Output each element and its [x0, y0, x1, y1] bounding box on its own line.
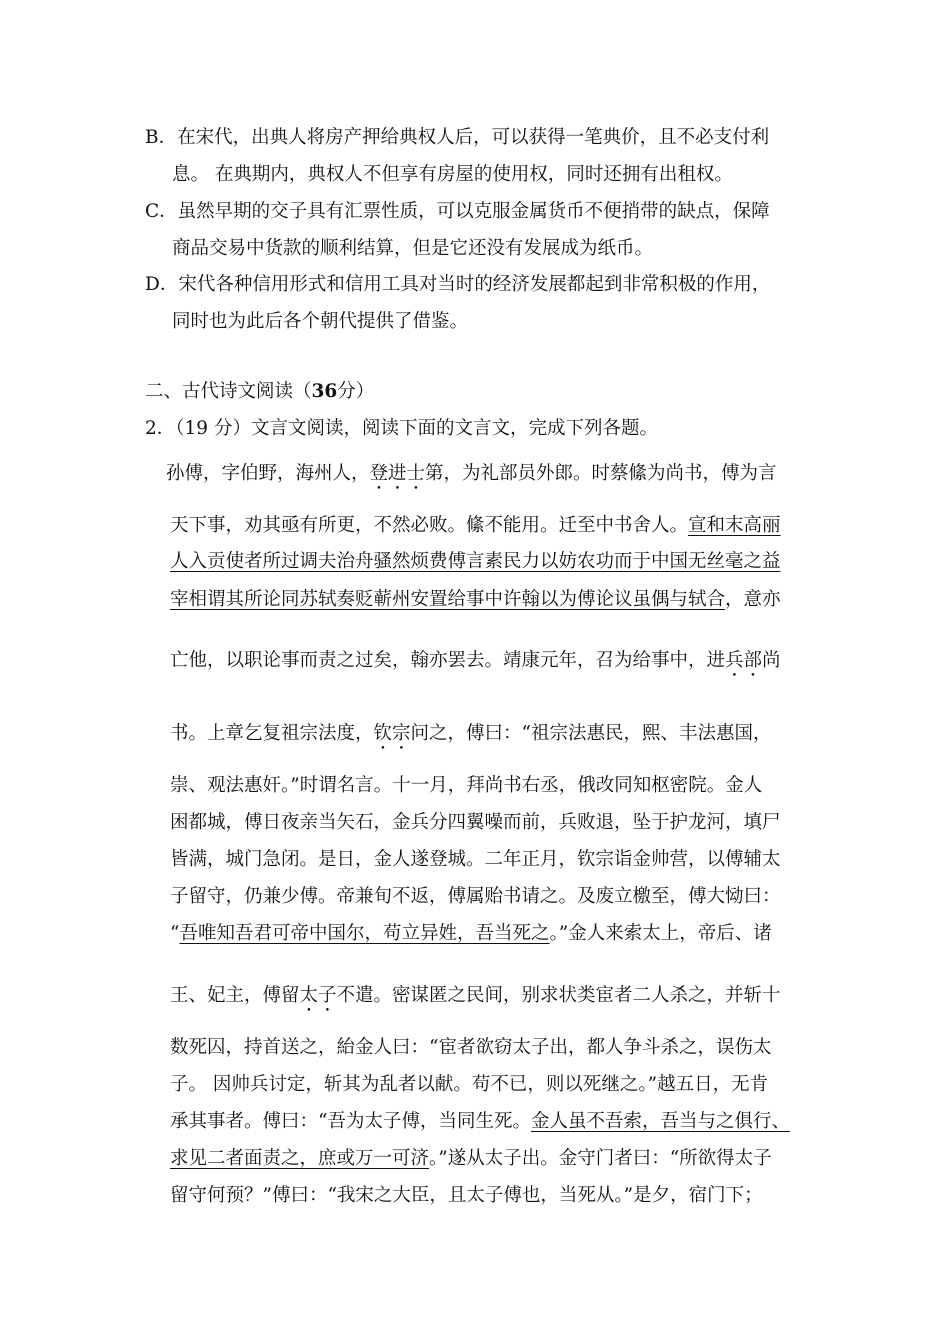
passage-text: 书。上章乞复祖宗法度， [170, 723, 374, 744]
option-b-line-1: B．在宋代，出典人将房产押给典权人后，可以获得一笔典价，且不必支付利 [145, 127, 770, 148]
passage-line [170, 922, 772, 946]
underlined-sentence: 宣和末高丽 [688, 515, 781, 536]
passage-line: 子。 因帅兵讨定，斩其为乱者以献。苟不已，则以死继之。”越五日，无肯 [170, 1074, 769, 1095]
passage-line: 数死囚，持首送之，紿金人曰：“宦者欲窃太子出，都人争斗杀之，误伤太 [170, 1037, 772, 1058]
passage-text: 不遣。密谋匿之民间，别求状类宦者二人杀之，并斩十 [336, 985, 781, 1006]
underlined-sentence: 金人虽不吾索，吾当与之俱行、 [530, 1111, 790, 1132]
section-title [145, 380, 374, 404]
dotted-term: 兵部 [725, 650, 763, 671]
passage-text: 。”金人来索太上，帝后、诸 [549, 923, 772, 944]
passage-line: 皆满，城门急闭。是日，金人遂登城。二年正月，钦宗诣金帅营，以傅辅太 [170, 849, 781, 870]
passage-text: 承其事者。傅曰：“吾为太子傅，当同生死。 [170, 1111, 531, 1132]
option-d-line-1: D．宋代各种信用形式和信用工具对当时的经济发展都起到非常积极的作用， [145, 274, 771, 295]
underlined-sentence: 吾唯知吾君可帝中国尔，苟立异姓，吾当死之 [179, 923, 550, 944]
passage-line [170, 1147, 772, 1171]
passage-line [170, 514, 781, 538]
section-title-unit: 分） [337, 381, 375, 402]
passage-text: 王、妃主，傅留 [170, 985, 300, 1006]
passage-line: 困都城，傅日夜亲当矢石，金兵分四翼噪而前，兵败退，坠于护龙河，填尸 [170, 812, 781, 833]
passage-text: 第，为礼部员外郎。时蔡絛为尚书，傅为言 [425, 463, 777, 484]
underlined-sentence: 求见二者面责之，庶或万一可济 [170, 1148, 430, 1169]
passage-text: 孙傅，字伯野，海州人， [166, 463, 370, 484]
passage-line [170, 550, 781, 574]
passage-line [170, 722, 772, 754]
passage-text: ，意亦 [725, 589, 781, 610]
option-d-line-2: 同时也为此后各个朝代提供了借鉴。 [172, 311, 469, 332]
section-score: 36 [311, 381, 338, 402]
section-title-text: 二、古代诗文阅读（ [145, 381, 312, 402]
option-c-line-2: 商品交易中货款的顺利结算，但是它还没有发展成为纸币。 [172, 238, 654, 259]
passage-text: 尚 [762, 650, 781, 671]
passage-text: 亡他，以职论事而责之过矣，翰亦罢去。靖康元年，召为给事中，进 [170, 650, 726, 671]
passage-text: 。”遂从太子出。金守门者曰：“所欲得太子 [429, 1148, 772, 1169]
dotted-term: 钦宗 [373, 723, 411, 744]
passage-line [170, 984, 781, 1016]
passage-line [166, 462, 777, 494]
option-b-line-2: 息。 在典期内，典权人不但享有房屋的使用权，同时还拥有出租权。 [172, 164, 733, 185]
underlined-sentence: 宰相谓其所论同苏轼奏贬蕲州安置给事中许翰以为傅论议虽偶与轼合 [170, 589, 726, 610]
dotted-term: 太子 [299, 985, 337, 1006]
passage-text: 天下事，劝其亟有所更，不然必败。絛不能用。迁至中书舍人。 [170, 515, 689, 536]
passage-line: 子留守，仍兼少傅。帝兼旬不返，傅属贻书请之。及废立檄至，傅大恸曰： [170, 886, 781, 907]
option-c-line-1: C．虽然早期的交子具有汇票性质，可以克服金属货币不便捎带的缺点，保障 [145, 201, 770, 222]
passage-text: “ [170, 923, 180, 944]
dotted-term: 登进士 [369, 463, 426, 484]
passage-line: 留守何预？”傅曰：“我宋之大臣，且太子傅也，当死从。”是夕，宿门下； [170, 1185, 763, 1206]
passage-text: 问之，傅曰：“祖宗法惠民，熙、丰法惠国， [410, 723, 772, 744]
underlined-sentence: 人入贡使者所过调夫治舟骚然烦费傅言素民力以妨农功而于中国无丝毫之益 [170, 551, 781, 572]
passage-line [170, 649, 781, 681]
question-stem: 2．（19 分）文言文阅读，阅读下面的文言文，完成下列各题。 [145, 418, 658, 439]
passage-line: 崇、观法惠奸。”时谓名言。十一月，拜尚书右丞，俄改同知枢密院。金人 [170, 775, 763, 796]
passage-line [170, 588, 781, 612]
passage-line [170, 1110, 790, 1134]
